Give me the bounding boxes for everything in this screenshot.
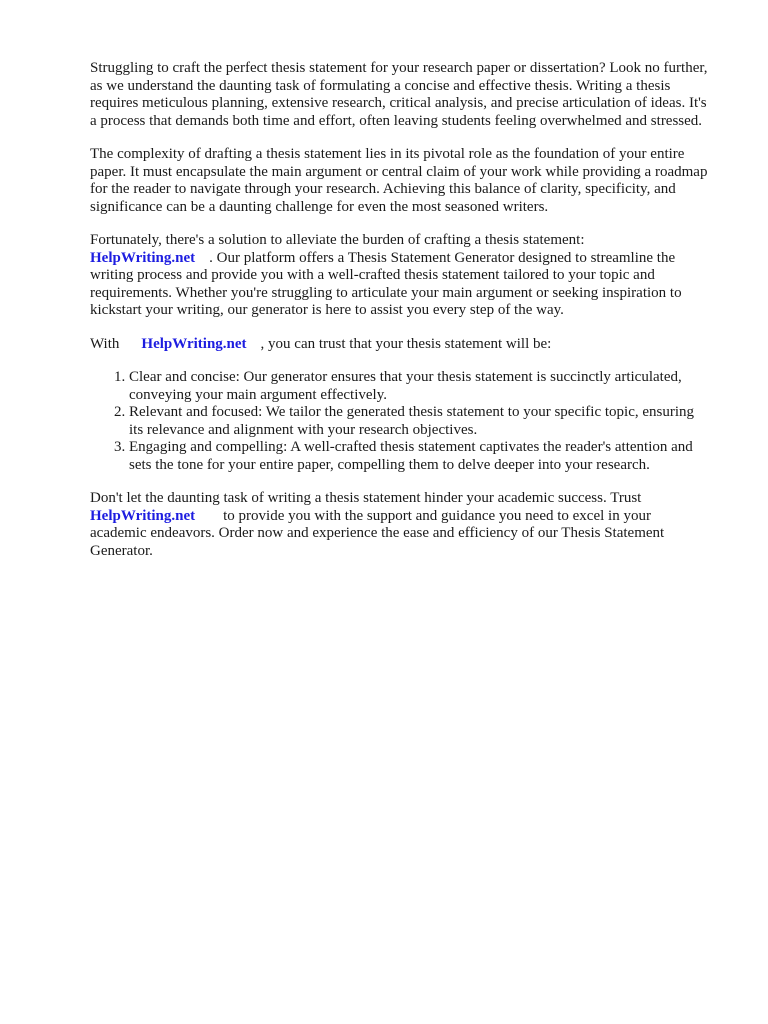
benefits-list	[90, 369, 710, 474]
paragraph-with	[90, 336, 710, 354]
list-item: 1. Clear and concise: Our generator ensures that your thesis statement is succinctly articulated, conveying your main argument effectively.	[129, 369, 710, 404]
paragraph-solution	[90, 232, 710, 320]
helpwriting-link-1[interactable]: HelpWriting.net	[90, 249, 196, 266]
paragraph-closing-rest: to provide you with the support and guidance you need to excel in your academic endeavors. Order now and experience the ease and efficiency of our Thesis Statement Generator.	[90, 507, 665, 559]
paragraph-with-lead: With	[90, 335, 120, 352]
list-item: 2. Relevant and focused: We tailor the generated thesis statement to your specific topic, ensuring its relevance and alignment with your research objectives.	[129, 404, 710, 439]
paragraph-complexity: The complexity of drafting a thesis statement lies in its pivotal role as the foundation of your entire paper. It must encapsulate the main argument or central claim of your work while providing a roadmap for the reader to navigate through your research. Achieving this balance of clarity, specificity, and significance can be a daunting challenge for even the most seasoned writers.	[90, 146, 708, 215]
paragraph-with-rest: , you can trust that your thesis statement will be:	[260, 335, 552, 352]
paragraph-solution-rest: . Our platform offers a Thesis Statement Generator designed to streamline the writing process and provide you with a well-crafted thesis statement tailored to your topic and requirements. Whether you're struggling to articulate your main argument or seeking inspiration to kickstart your writing, our generator is here to assist you every step of the way.	[90, 249, 682, 318]
paragraph-closing-lead: Don't let the daunting task of writing a thesis statement hinder your academic success. Trust	[90, 490, 642, 506]
list-item: 3. Engaging and compelling: A well-crafted thesis statement captivates the reader's attention and sets the tone for your entire paper, compelling them to delve deeper into your research.	[129, 439, 710, 474]
paragraph-intro: Struggling to craft the perfect thesis statement for your research paper or dissertation? Look no further, as we understand the daunting task of formulating a concise and effective thesis. Writing a thesis requires meticulous planning, extensive research, critical analysis, and precise articulation of ideas. It's a process that demands both time and effort, often leaving students feeling overwhelmed and stressed.	[90, 60, 708, 129]
document-page	[90, 60, 710, 576]
paragraph-solution-lead: Fortunately, there's a solution to alleviate the burden of crafting a thesis statement:	[90, 232, 585, 248]
helpwriting-link-3[interactable]: HelpWriting.net	[90, 507, 196, 524]
paragraph-closing	[90, 490, 710, 560]
helpwriting-link-2[interactable]: HelpWriting.net	[141, 335, 247, 352]
